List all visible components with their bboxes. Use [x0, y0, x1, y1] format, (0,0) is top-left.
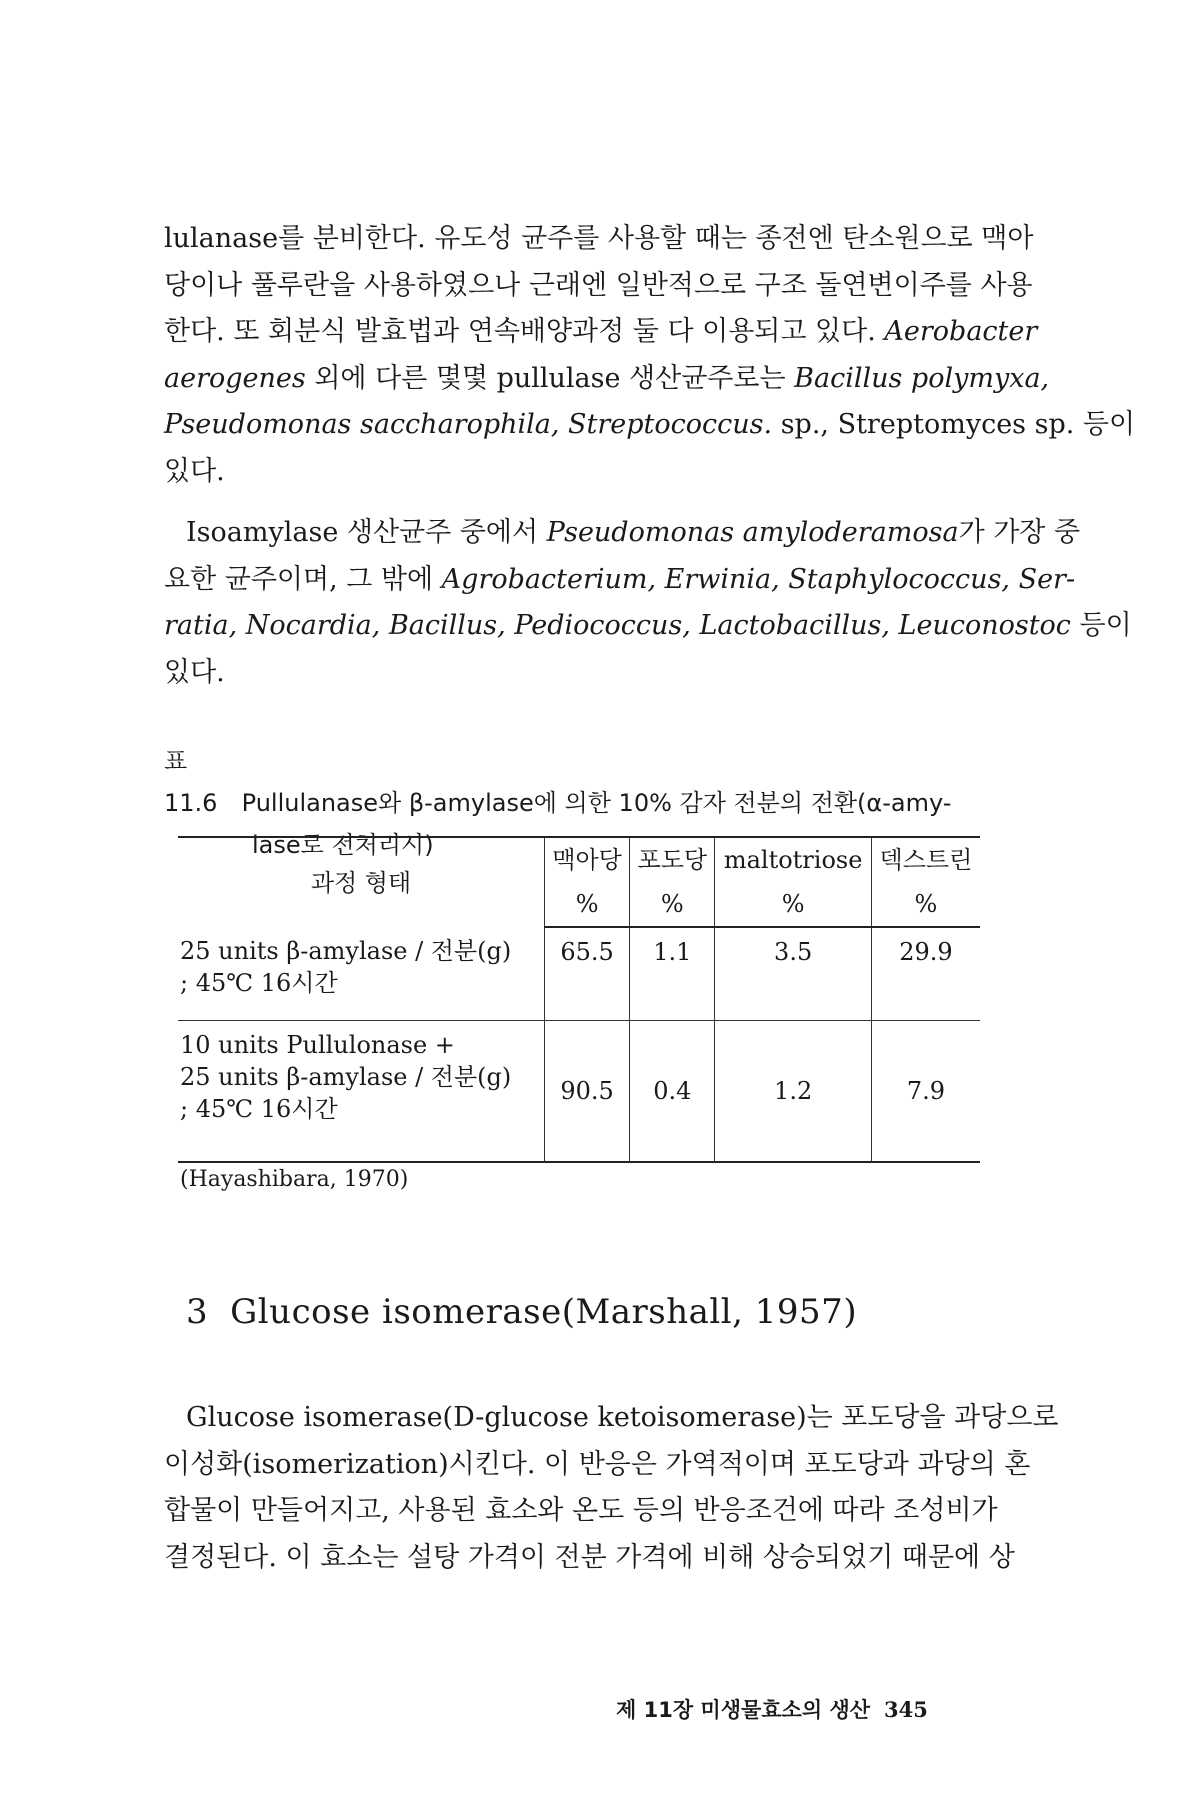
- table-row: [178, 927, 980, 1021]
- paragraph-glucose-isomerase: [164, 1395, 1059, 1581]
- section-number: 3: [186, 1292, 209, 1332]
- process-cell: [178, 927, 545, 1021]
- unit-label: %: [630, 882, 715, 927]
- caption-line: lase로 전처리시): [252, 831, 434, 859]
- species-name: Pseudomonas amyloderamosa: [546, 517, 959, 548]
- text-line: [164, 402, 1136, 449]
- text-span: 한다. 또 회분식 발효법과 연속배양과정 둘 다 이용되고 있다.: [164, 316, 876, 347]
- table-header-row: [178, 837, 980, 882]
- section-heading: [186, 1292, 857, 1332]
- species-name: Bacillus polymyxa,: [794, 362, 1050, 394]
- header-dextrin: 덱스트린: [871, 837, 980, 882]
- text-line: 당이나 풀루란을 사용하였으나 근래엔 일반적으로 구조 돌연변이주를 사용: [164, 269, 1033, 301]
- text-span: 요한 균주이며, 그 밖에: [164, 563, 434, 595]
- paragraph-isoamylase: [164, 510, 1132, 696]
- table-label: 표 11.6: [164, 747, 218, 817]
- unit-label: %: [715, 882, 871, 927]
- header-process: 과정 형태: [178, 837, 545, 927]
- process-line: ; 45℃ 16시간: [180, 1095, 338, 1123]
- header-maltotriose: maltotriose: [715, 837, 871, 882]
- text-line: [164, 356, 1050, 403]
- maltose-value: 90.5: [545, 1021, 630, 1163]
- text-span: 외에 다른 몇몇 pullulase 생산균주로는: [314, 362, 786, 394]
- process-line: 10 units Pullulonase +: [180, 1031, 455, 1059]
- process-line: 25 units β-amylase / 전분(g): [180, 1063, 512, 1091]
- maltotriose-value: 1.2: [715, 1021, 871, 1163]
- chapter-title: 제 11장 미생물효소의 생산: [616, 1698, 871, 1722]
- text-line: 합물이 만들어지고, 사용된 효소와 온도 등의 반응조건에 따라 조성비가: [164, 1495, 998, 1526]
- species-name: Pseudomonas saccharophila, Streptococcus.: [164, 409, 773, 440]
- header-maltose: 맥아당: [545, 837, 630, 882]
- text-line: [164, 557, 1076, 604]
- species-name: Aerobacter: [884, 316, 1038, 347]
- process-line: ; 45℃ 16시간: [180, 969, 338, 997]
- text-line: 있다.: [164, 455, 225, 487]
- glucose-value: 0.4: [630, 1021, 715, 1163]
- text-line: 결정된다. 이 효소는 설탕 가격이 전분 가격에 비해 상승되었기 때문에 상: [164, 1541, 1015, 1573]
- process-line: 25 units β-amylase / 전분(g): [180, 937, 512, 965]
- glucose-value: 1.1: [630, 927, 715, 1021]
- text-span: Isoamylase 생산균주 중에서: [186, 517, 539, 548]
- section-title: Glucose isomerase(Marshall, 1957): [230, 1292, 858, 1332]
- dextrin-value: 7.9: [871, 1021, 980, 1163]
- table-row: [178, 1021, 980, 1163]
- table-source: (Hayashibara, 1970): [180, 1167, 409, 1192]
- caption-line: Pullulanase와 β-amylase에 의한 10% 감자 전분의 전환(α-amy-: [241, 789, 952, 817]
- process-cell: [178, 1021, 545, 1163]
- unit-label: %: [545, 882, 630, 927]
- text-line: [164, 309, 1038, 356]
- text-line: 이성화(isomerization)시킨다. 이 반응은 가역적이며 포도당과 과당의 혼: [164, 1448, 1031, 1480]
- species-name: ratia, Nocardia, Bacillus, Pediococcus, Lactobacillus, Leuconostoc: [164, 610, 1071, 641]
- text-span: sp., Streptomyces sp. 등이: [780, 409, 1136, 440]
- text-line: [164, 510, 1081, 557]
- maltotriose-value: 3.5: [715, 927, 871, 1021]
- unit-label: %: [871, 882, 980, 927]
- conversion-table: [178, 836, 980, 1163]
- text-line: lulanase를 분비한다. 유도성 균주를 사용할 때는 종전엔 탄소원으로 맥아: [164, 223, 1034, 254]
- text-line: [164, 603, 1132, 650]
- text-span: 등이: [1079, 610, 1132, 641]
- page-footer: [616, 1694, 928, 1724]
- page-number: 345: [884, 1697, 928, 1722]
- paragraph-pullulanase: [164, 216, 1136, 495]
- header-glucose: 포도당: [630, 837, 715, 882]
- dextrin-value: 29.9: [871, 927, 980, 1021]
- text-line: Glucose isomerase(D-glucose ketoisomerase)는 포도당을 과당으로: [186, 1402, 1059, 1433]
- species-name: aerogenes: [164, 362, 306, 394]
- text-span: 가 가장 중: [958, 517, 1081, 548]
- maltose-value: 65.5: [545, 927, 630, 1021]
- text-line: 있다.: [164, 656, 225, 688]
- species-name: Agrobacterium, Erwinia, Staphylococcus, Ser-: [441, 563, 1076, 595]
